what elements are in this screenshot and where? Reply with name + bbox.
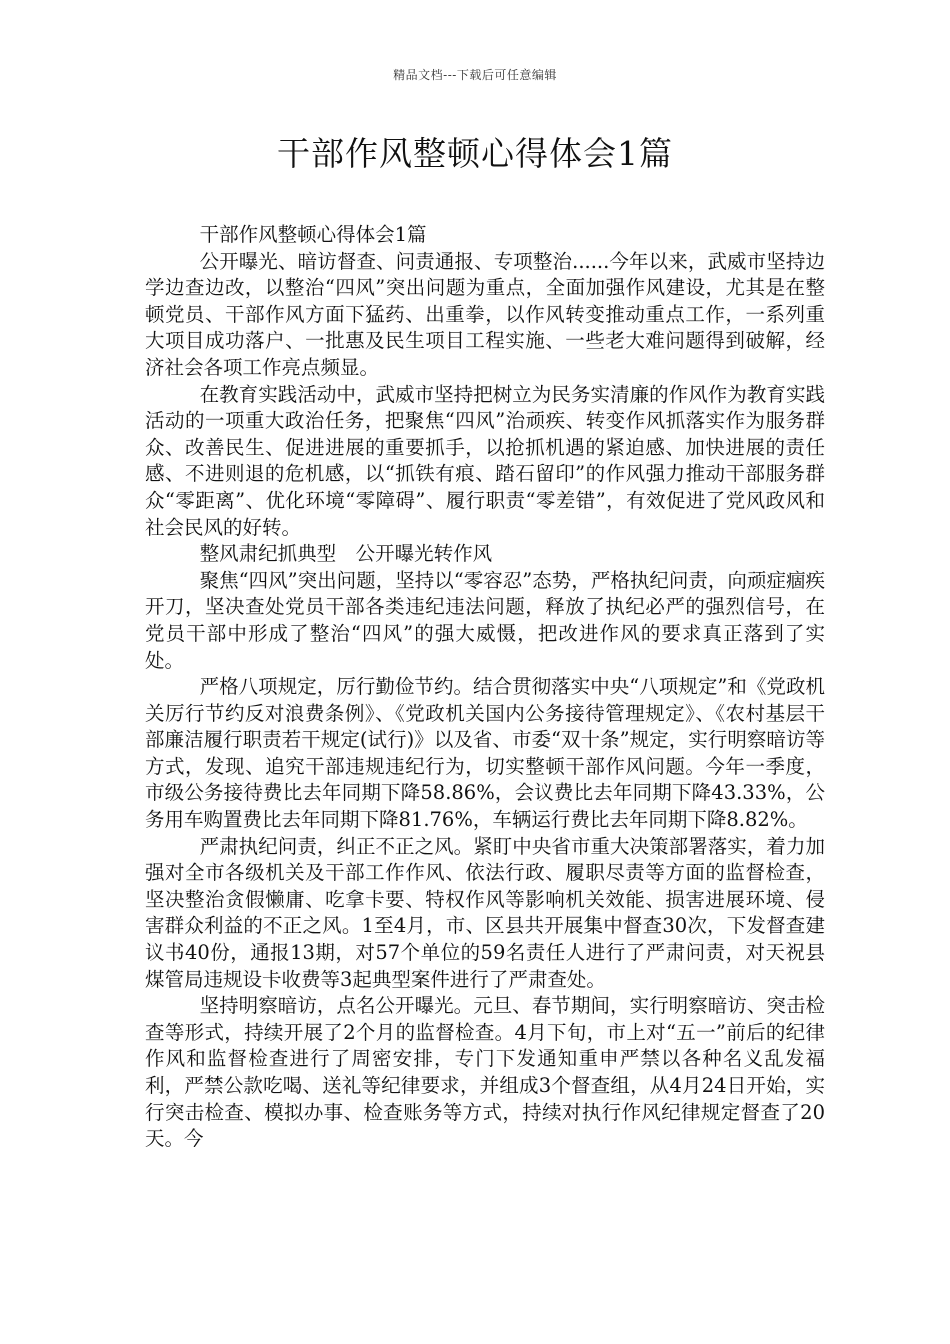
paragraph: 坚持明察暗访，点名公开曝光。元旦、春节期间，实行明察暗访、突击检查等形式，持续开展了2个月的监督检查。4月下旬，市上对“五一”前后的纪律作风和监督检查进行了周密安排，专门下发通知重申严禁以各种名义乱发福利，严禁公款吃喝、送礼等纪律要求，并组成3个督查组，从4月24日开始，实行突击检查、模拟办事、检查账务等方式，持续对执行作风纪律规定督查了20天。今 [145,994,825,1151]
document-title: 干部作风整顿心得体会1篇 [277,134,673,173]
paragraph: 在教育实践活动中，武威市坚持把树立为民务实清廉的作风作为教育实践活动的一项重大政治任务，把聚焦“四风”治顽疾、转变作风抓落实作为服务群众、改善民生、促进进展的重要抓手，以抢抓机遇的紧迫感、加快进展的责任感、不进则退的危机感，以“抓铁有痕、踏石留印”的作风强力推动干部服务群众“零距离”、优化环境“零障碍”、履行职责“零差错”，有效促进了党风政风和社会民风的好转。 [145,382,825,539]
document-body [145,222,825,1153]
paragraph: 严肃执纪问责，纠正不正之风。紧盯中央省市重大决策部署落实，着力加强对全市各级机关及干部工作作风、依法行政、履职尽责等方面的监督检查，坚决整治贪假懒庸、吃拿卡要、特权作风等影响机关效能、损害进展环境、侵害群众利益的不正之风。1至4月，市、区县共开展集中督查30次，下发督查建议书40份，通报13期，对57个单位的59名责任人进行了严肃问责，对天祝县煤管局违规设卡收费等3起典型案件进行了严肃查处。 [145,834,825,991]
section-heading: 整风肃纪抓典型 公开曝光转作风 [199,542,493,566]
paragraph: 聚焦“四风”突出问题，坚持以“零容忍”态势，严格执纪问责，向顽症痼疾开刀，坚决查处党员干部各类违纪违法问题，释放了执纪必严的强烈信号，在党员干部中形成了整治“四风”的强大威慑，把改进作风的要求真正落到了实处。 [145,568,825,672]
paragraph: 公开曝光、暗访督查、问责通报、专项整治......今年以来，武威市坚持边学边查边改，以整治“四风”突出问题为重点，全面加强作风建设，尤其是在整顿党员、干部作风方面下猛药、出重拳，以作风转变推动重点工作，一系列重大项目成功落户、一批惠及民生项目工程实施、一些老大难问题得到破解，经济社会各项工作亮点频显。 [145,249,825,379]
paragraph-subtitle: 干部作风整顿心得体会1篇 [199,223,427,246]
paragraph: 严格八项规定，厉行勤俭节约。结合贯彻落实中央“八项规定”和《党政机关厉行节约反对浪费条例》、《党政机关国内公务接待管理规定》、《农村基层干部廉洁履行职责若干规定(试行)》以及省、市委“双十条”规定，实行明察暗访等方式，发现、追究干部违规违纪行为，切实整顿干部作风问题。今年一季度，市级公务接待费比去年同期下降58.86%，会议费比去年同期下降43.33%，公务用车购置费比去年同期下降81.76%，车辆运行费比去年同期下降8.82%。 [145,675,825,832]
header-note: 精品文档---下载后可任意编辑 [393,68,557,82]
